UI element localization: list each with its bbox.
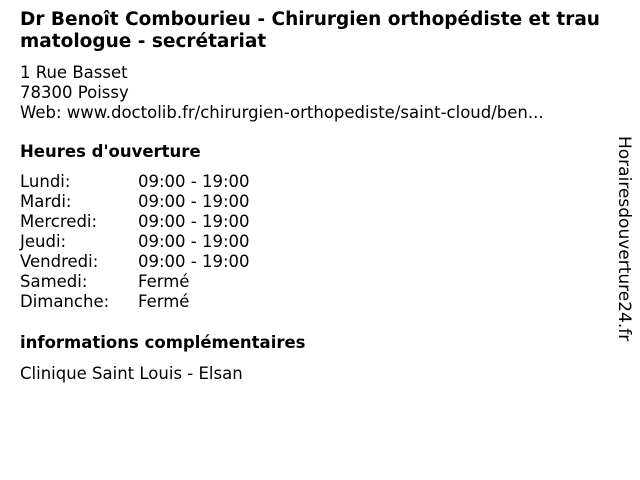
hours-row — [20, 172, 600, 192]
hours-time: Fermé — [138, 272, 190, 291]
hours-time: 09:00 - 19:00 — [138, 172, 250, 191]
address-line-city: 78300 Poissy — [20, 83, 129, 102]
hours-row — [20, 212, 600, 232]
hours-time: 09:00 - 19:00 — [138, 192, 250, 211]
hours-day: Jeudi: — [20, 232, 67, 251]
hours-row — [20, 272, 600, 292]
hours-day: Samedi: — [20, 272, 88, 291]
hours-day: Mercredi: — [20, 212, 98, 231]
hours-row — [20, 192, 600, 212]
hours-time: Fermé — [138, 292, 190, 311]
hours-time: 09:00 - 19:00 — [138, 252, 250, 271]
page-title: Dr Benoît Combourieu - Chirurgien orthopédiste et traumatologue - secrétariat — [20, 9, 600, 52]
hours-day: Lundi: — [20, 172, 71, 191]
content — [20, 9, 600, 384]
address-block — [20, 63, 600, 123]
hours-row — [20, 252, 600, 272]
address-line-street: 1 Rue Basset — [20, 63, 128, 82]
website-link[interactable]: Web: www.doctolib.fr/chirurgien-orthopediste/saint-cloud/ben... — [20, 103, 544, 122]
extra-info-heading: informations complémentaires — [20, 333, 306, 352]
hours-day: Dimanche: — [20, 292, 110, 311]
hours-day: Vendredi: — [20, 252, 99, 271]
hours-time: 09:00 - 19:00 — [138, 212, 250, 231]
hours-row — [20, 232, 600, 252]
hours-table — [20, 172, 600, 312]
hours-day: Mardi: — [20, 192, 72, 211]
site-watermark: Horairesdouverture24.fr — [614, 136, 634, 342]
hours-time: 09:00 - 19:00 — [138, 232, 250, 251]
extra-info-text: Clinique Saint Louis - Elsan — [20, 364, 243, 383]
hours-row — [20, 292, 600, 312]
hours-heading: Heures d'ouverture — [20, 142, 201, 161]
